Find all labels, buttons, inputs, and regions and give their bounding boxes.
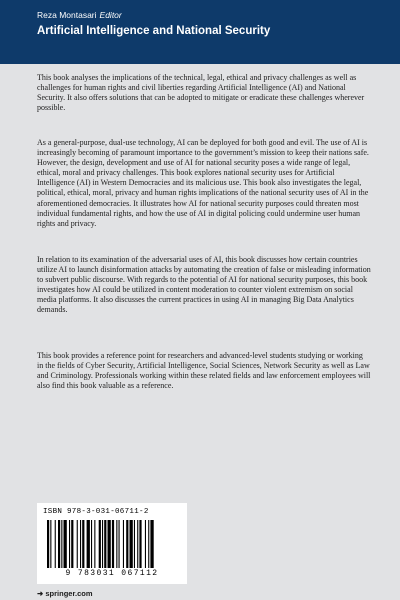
barcode-bar xyxy=(108,520,111,568)
isbn-text: ISBN 978-3-031-06711-2 xyxy=(43,508,149,516)
barcode-bar xyxy=(50,520,51,568)
barcode-bar xyxy=(80,520,81,568)
back-cover-panel xyxy=(0,64,400,600)
barcode-bar xyxy=(77,520,78,568)
barcode-bar xyxy=(150,520,153,568)
barcode-bar xyxy=(145,520,146,568)
blurb-paragraph-4: This book provides a reference point for researchers and advanced-level students studying or working in the fields of Cyber Security, Artificial Intelligence, Social Sciences, Network Security as well as Law and Criminology. Professionals working within these related fields and law enforcement employees will also find this book valuable as a reference. xyxy=(37,351,371,391)
barcode-digits: 9 783031 067112 xyxy=(65,569,159,578)
publisher-link-text: springer.com xyxy=(45,589,93,598)
barcode-bar xyxy=(148,520,149,568)
barcode-bar xyxy=(64,520,67,568)
barcode-bars xyxy=(43,520,181,570)
barcode-bar xyxy=(99,520,101,568)
arrow-right-icon: ➜ xyxy=(37,589,44,598)
blurb-paragraph-3: In relation to its examination of the adversarial uses of AI, this book discusses how certain countries utilize AI to launch disinformation attacks by automating the creation of false or misleading information to subvert public discourse. With regards to the potential of AI for national security purposes, this book investigates how AI could be utilized in content moderation to counter violent extremism on social media platforms. It also discusses the current practices in using AI in managing Big Data Analytics demands. xyxy=(37,255,371,315)
book-title: Artificial Intelligence and National Security xyxy=(37,25,271,37)
editor-name: Reza Montasari xyxy=(37,10,97,20)
barcode-bar xyxy=(87,520,90,568)
barcode-bar xyxy=(102,520,103,568)
barcode-bar xyxy=(58,520,60,568)
barcode-bar xyxy=(94,520,95,568)
barcode-bar xyxy=(126,520,128,568)
barcode-bar xyxy=(139,520,141,568)
cover-header xyxy=(0,0,400,64)
barcode-bar xyxy=(130,520,133,568)
barcode-bar xyxy=(82,520,84,568)
editor-line xyxy=(37,10,122,20)
barcode-bar xyxy=(134,520,135,568)
barcode-bar xyxy=(123,520,124,568)
barcode-bar xyxy=(116,520,117,568)
blurb-paragraph-2: As a general-purpose, dual-use technology, AI can be deployed for both good and evil. The use of AI is increasingly becoming of paramount importance to the government’s mission to keep their nations safe. However, the design, development and use of AI for national security poses a wide range of legal, ethical, moral and privacy challenges. This book explores national security uses for Artificial Intelligence (AI) in Western Democracies and its malicious use. This book also investigates the legal, political, ethical, moral, privacy and human rights implications of the national security uses of AI in the aforementioned democracies. It illustrates how AI for national security purposes could threaten most individual fundamental rights, and how the use of AI in digital policing could undermine user human rights and privacy. xyxy=(37,138,369,228)
barcode-bar xyxy=(91,520,92,568)
blurb-paragraph-1: This book analyses the implications of the technical, legal, ethical and privacy challenges as well as challenges for human rights and civil liberties regarding Artificial Intelligence (AI) and National Security. It also offers solutions that can be adopted to mitigate or eradicate these challenges wherever possible. xyxy=(37,73,365,113)
barcode-bar xyxy=(71,520,73,568)
barcode-bar xyxy=(104,520,106,568)
barcode-bar xyxy=(61,520,62,568)
barcode-bar xyxy=(112,520,114,568)
barcode-bar xyxy=(119,520,120,568)
barcode-bar xyxy=(55,520,56,568)
barcode-bar xyxy=(47,520,49,568)
editor-role: Editor xyxy=(99,10,122,20)
publisher-link[interactable] xyxy=(37,589,93,598)
isbn-barcode xyxy=(37,503,187,584)
barcode-bar xyxy=(137,520,138,568)
barcode-bar xyxy=(69,520,70,568)
